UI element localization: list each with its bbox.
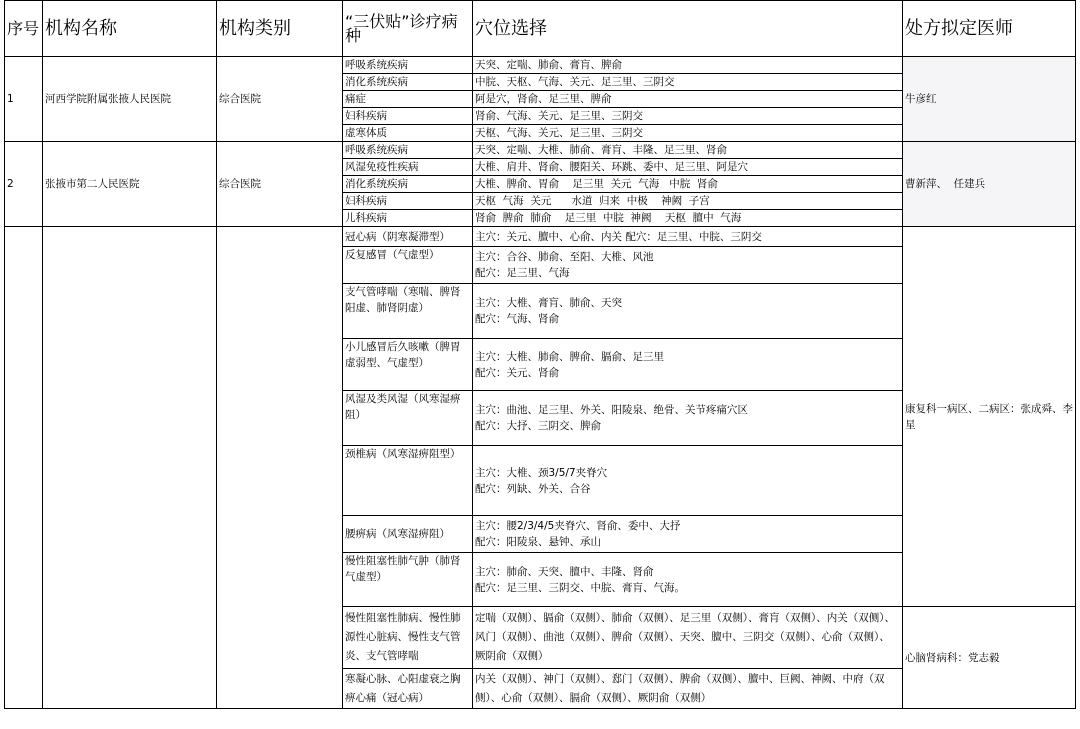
doctor-cell: 牛彦红 [903, 57, 1076, 142]
disease-cell: 痛症 [343, 91, 473, 108]
acupoint-cell: 主穴：腰2/3/4/5夹脊穴、肾俞、委中、大抒 配穴：阳陵泉、悬钟、承山 [473, 516, 903, 553]
header-no: 序号 [5, 1, 43, 57]
acupoint-cell: 肾俞 脾俞 肺俞 足三里 中脘 神阙 天枢 膻中 气海 [473, 210, 903, 227]
doctor-cell: 康复科一病区、二病区：张成舜、李星 [903, 227, 1076, 607]
inst-name: 张掖市第二人民医院 [43, 142, 217, 227]
disease-cell: 消化系统疾病 [343, 74, 473, 91]
acupoint-table [4, 0, 1076, 709]
acupoint-cell: 主穴：关元、膻中、心俞、内关 配穴：足三里、中脘、三阴交 [473, 227, 903, 247]
header-doctor: 处方拟定医师 [903, 1, 1076, 57]
header-row [5, 1, 1076, 57]
acupoint-cell: 主穴：合谷、肺俞、至阳、大椎、风池 配穴：足三里、气海 [473, 247, 903, 284]
header-disease: “三伏贴”诊疗病种 [343, 1, 473, 57]
disease-cell: 妇科疾病 [343, 193, 473, 210]
inst-name: 河西学院附属张掖人民医院 [43, 57, 217, 142]
disease-cell: 风湿及类风湿（风寒湿痹阻） [343, 391, 473, 446]
inst-no: 2 [5, 142, 43, 227]
disease-cell: 慢性阻塞性肺病、慢性肺源性心脏病、慢性支气管炎、支气管哮喘 [343, 607, 473, 669]
disease-cell: 妇科疾病 [343, 108, 473, 125]
acupoint-cell: 肾俞、气海、关元、足三里、三阴交 [473, 108, 903, 125]
inst-name [43, 227, 217, 709]
acupoint-cell: 主穴：大椎、膏肓、肺俞、天突 配穴：气海、肾俞 [473, 284, 903, 339]
acupoint-cell: 天突、定喘、大椎、肺俞、膏肓、丰隆、足三里、肾俞 [473, 142, 903, 159]
disease-cell: 颈椎病（风寒湿痹阻型） [343, 446, 473, 516]
acupoint-cell: 内关（双侧）、神门（双侧）、郄门（双侧）、脾俞（双侧）、膻中、巨阙、神阙、中府（双侧）、心俞（双侧）、膈俞（双侧）、厥阴俞（双侧） [473, 669, 903, 709]
acupoint-cell: 定喘（双侧）、膈俞（双侧）、肺俞（双侧）、足三里（双侧）、膏肓（双侧）、内关（双侧）、风门（双侧）、曲池（双侧）、脾俞（双侧）、天突、膻中、三阴交（双侧）、心俞（双侧）、厥阴俞（双侧） [473, 607, 903, 669]
acupoint-cell: 主穴：大椎、肺俞、脾俞、膈俞、足三里 配穴：关元、肾俞 [473, 339, 903, 391]
acupoint-cell: 中脘、天枢、气海、关元、足三里、三阴交 [473, 74, 903, 91]
disease-cell: 消化系统疾病 [343, 176, 473, 193]
disease-cell: 儿科疾病 [343, 210, 473, 227]
table-row [5, 142, 1076, 159]
doctor-cell: 曹新萍、 任建兵 [903, 142, 1076, 227]
inst-type [217, 227, 343, 709]
acupoint-cell: 天突、定喘、肺俞、膏肓、脾俞 [473, 57, 903, 74]
acupoint-cell: 天枢 气海 关元 水道 归来 中极 神阙 子宫 [473, 193, 903, 210]
disease-cell: 支气管哮喘（寒喘、脾肾阳虚、肺肾阴虚） [343, 284, 473, 339]
disease-cell: 反复感冒（气虚型） [343, 247, 473, 284]
header-inst-name: 机构名称 [43, 1, 217, 57]
disease-cell: 小儿感冒后久咳嗽（脾胃虚弱型、气虚型） [343, 339, 473, 391]
doctor-cell: 心脑肾病科：党志毅 [903, 607, 1076, 709]
acupoint-cell: 主穴：肺俞、天突、膻中、丰隆、肾俞 配穴：足三里、三阴交、中脘、膏肓、气海。 [473, 553, 903, 607]
disease-cell: 寒凝心脉、心阳虚衰之胸痹心痛（冠心病） [343, 669, 473, 709]
acupoint-cell: 天枢、气海、关元、足三里、三阴交 [473, 125, 903, 142]
disease-cell: 风湿免疫性疾病 [343, 159, 473, 176]
acupoint-cell: 主穴：大椎、颈3/5/7夹脊穴 配穴：列缺、外关、合谷 [473, 446, 903, 516]
disease-cell: 虚寒体质 [343, 125, 473, 142]
disease-cell: 腰痹病（风寒湿痹阻） [343, 516, 473, 553]
inst-type: 综合医院 [217, 57, 343, 142]
disease-cell: 呼吸系统疾病 [343, 142, 473, 159]
acupoint-cell: 阿是穴，肾俞、足三里、脾俞 [473, 91, 903, 108]
inst-type: 综合医院 [217, 142, 343, 227]
acupoint-cell: 大椎、脾俞、胃俞 足三里 关元 气海 中脘 肾俞 [473, 176, 903, 193]
disease-cell: 呼吸系统疾病 [343, 57, 473, 74]
header-acupoints: 穴位选择 [473, 1, 903, 57]
table-row [5, 57, 1076, 74]
header-inst-type: 机构类别 [217, 1, 343, 57]
table-row [5, 227, 1076, 247]
inst-no: 1 [5, 57, 43, 142]
disease-cell: 冠心病（阴寒凝滞型） [343, 227, 473, 247]
acupoint-cell: 大椎、肩井、肾俞、腰阳关、环跳、委中、足三里、阿是穴 [473, 159, 903, 176]
disease-cell: 慢性阻塞性肺气肿（肺肾气虚型） [343, 553, 473, 607]
inst-no [5, 227, 43, 709]
acupoint-cell: 主穴：曲池、足三里、外关、阳陵泉、绝骨、关节疼痛穴区 配穴：大抒、三阴交、脾俞 [473, 391, 903, 446]
